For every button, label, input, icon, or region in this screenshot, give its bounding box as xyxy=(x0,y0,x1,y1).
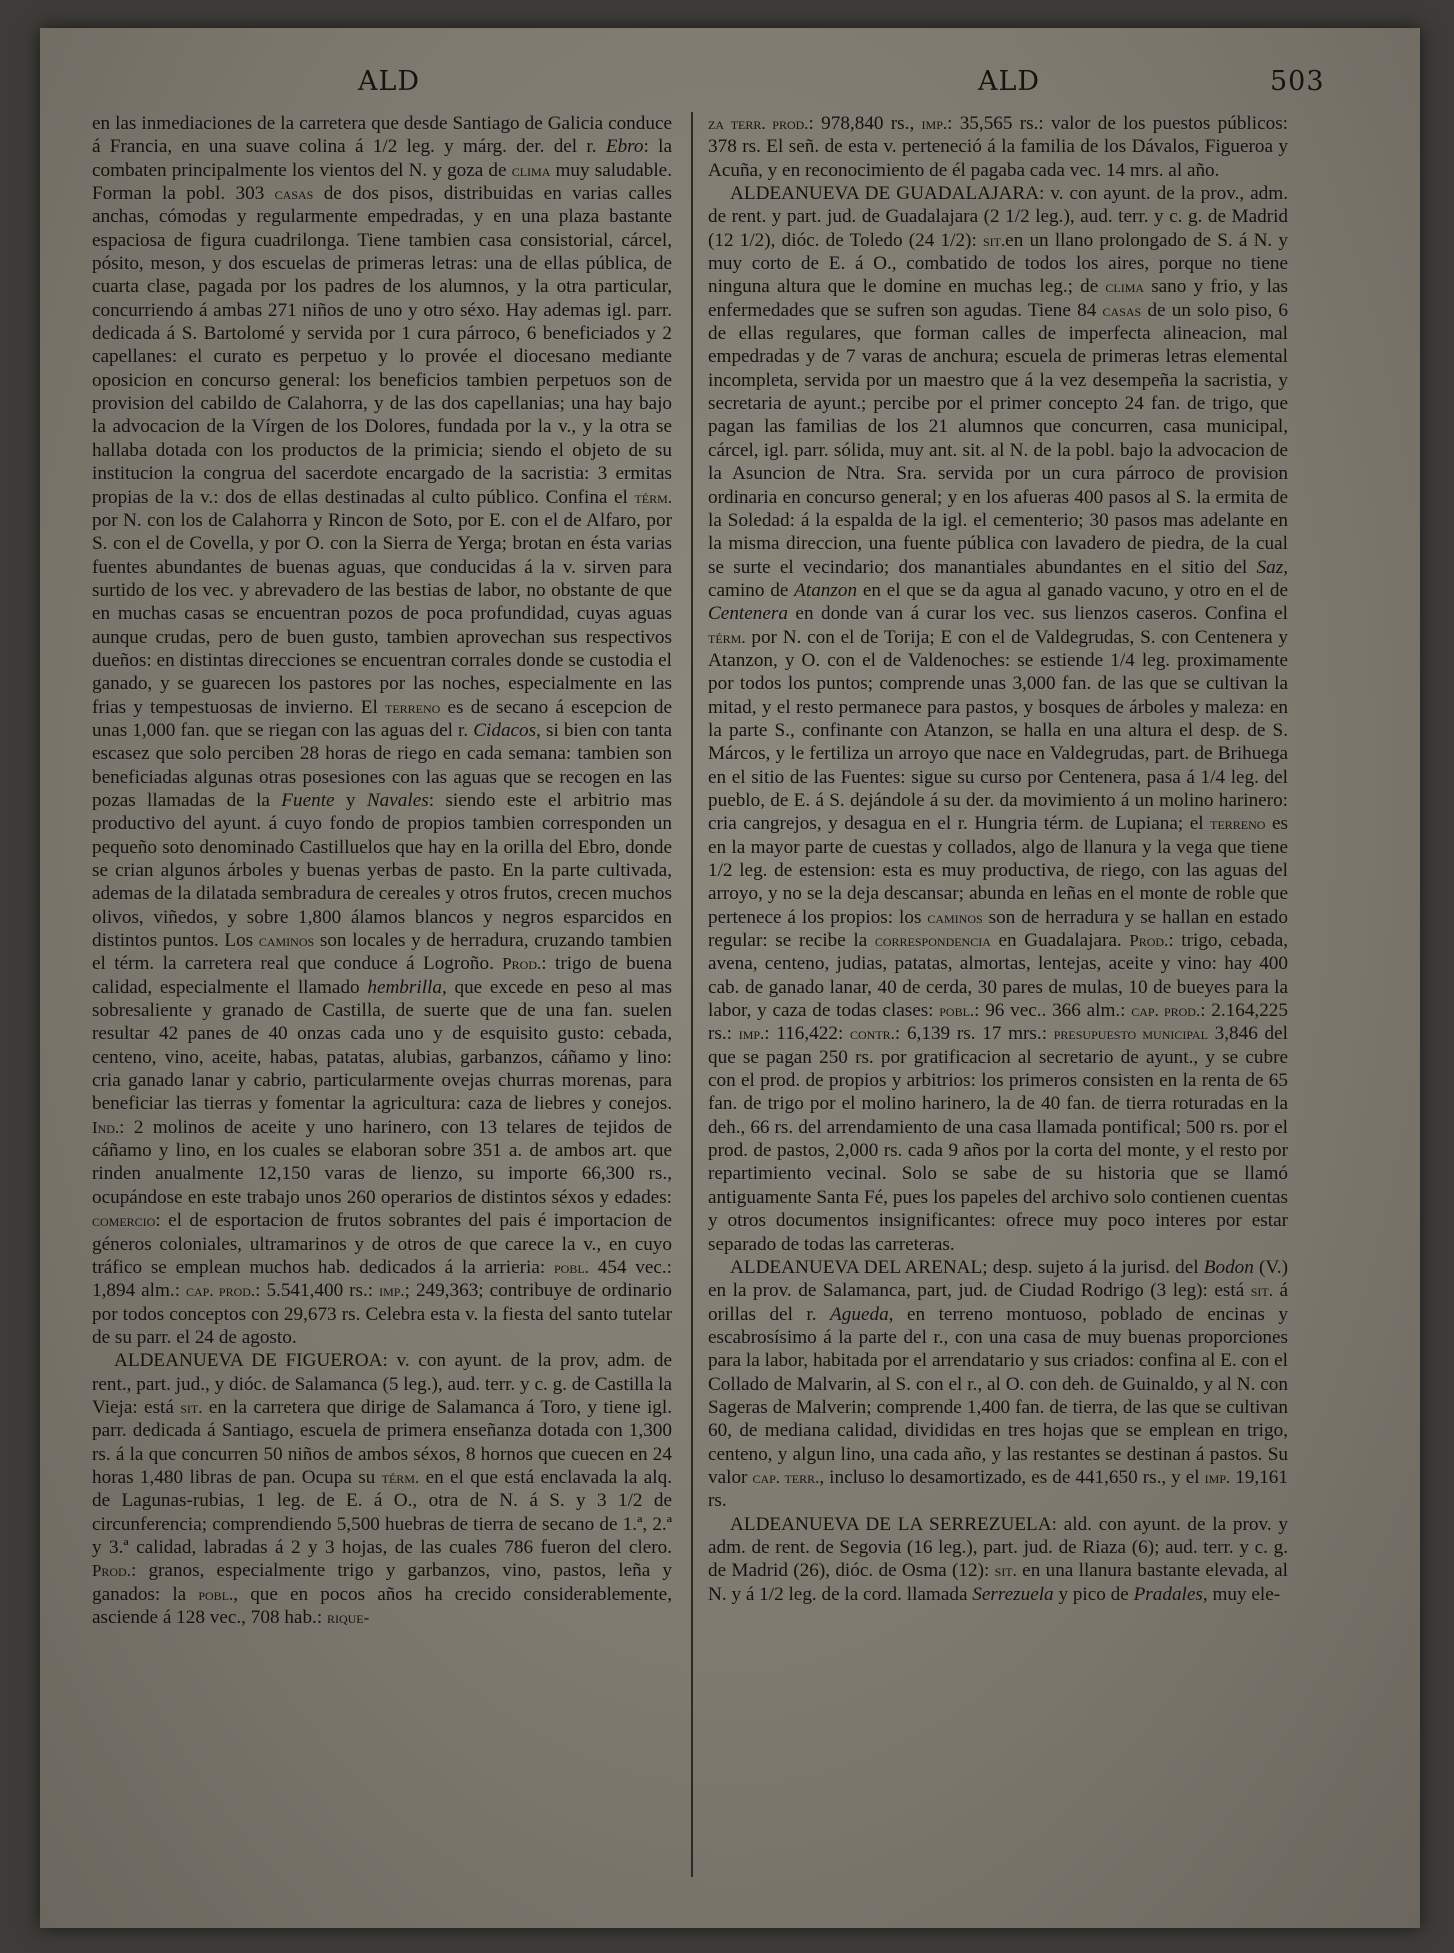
entry-aldeanueva-de-la-serrezuela: ALDEANUEVA DE LA SERREZUELA: ald. con ayunt. de la prov. y adm. de rent. de Segovia (16 leg.), part. jud. de Riaza (6); aud. terr. y c. g. de Madrid (26), dióc. de Osma (12): sit. en una llanura bastante elevada, al N. y á 1/2 leg. de la cord. llamada Serrezuela y pico de Pradales, muy ele- xyxy=(708,1513,1288,1605)
entry-aldeanueva-de-guadalajara: ALDEANUEVA DE GUADALAJARA: v. con ayunt. de la prov., adm. de rent. y part. jud. de Guadalajara (2 1/2 leg.), aud. terr. y c. g. de Madrid (12 1/2), dióc. de Toledo (24 1/2): sit.en un llano prolongado de S. á N. y muy corto de E. á O., combatido de todos los aires, porque no tiene ninguna altura que le domine en muchas leg.; de clima sano y frio, y las enfermedades que se sufren son agudas. Tiene 84 casas de un solo piso, 6 de ellas regulares, que forman calles de imperfecta alineacion, mal empedradas y de 7 varas de anchura; escuela de primeras letras elemental incompleta, servida por un maestro que á la vez desempeña la sacristia, y secretaria de ayunt.; percibe por el primer concepto 24 fan. de trigo, que pagan las familias de los 21 alumnos que concurren, casa municipal, cárcel, igl. parr. sólida, muy ant. sit. al N. de la pobl. bajo la advocacion de la Asuncion de Ntra. Sra. servida por un cura párroco de provision ordinaria en concurso general; y en los afueras 400 pasos al S. la ermita de la Soledad: á la espalda de la igl. el cementerio; 30 pasos mas adelante en la misma direccion, una fuente pública con lavadero de piedra, de la cual se surte el vecindario; dos manantiales abundantes en el sitio del Saz, camino de Atanzon en el que se da agua al ganado vacuno, y otro en el de Centenera en donde van á curar los vec. sus lienzos caseros. Confina el térm. por N. con el de Torija; E con el de Valdegrudas, S. con Centenera y Atanzon, y O. con el de Valdenoches: se estiende 1/4 leg. proximamente por todos los puntos; comprende unas 3,000 fan. de las que se cultivan la mitad, y el resto permanece para pastos, y bosques de árboles y maleza: en la parte S., confinante con Atanzon, se halla en una altura el desp. de S. Márcos, y le fertiliza un arroyo que nace en Valdegrudas, part. de Brihuega en el sitio de las Fuentes: sigue su curso por Centenera, pasa á 1/4 leg. del pueblo, de E. á S. dejándole á su der. da movimiento á un molino harinero: cria cangrejos, y desagua en el r. Hungria térm. de Lupiana; el terreno es en la mayor parte de cuestas y collados, algo de llanura y la vega que tiene 1/2 leg. de estension: esta es muy productiva, de riego, con las aguas del arroyo, y no se la deja descansar; abunda en leñas en el monte de roble que pertenece á los propios: los caminos son de herradura y se hallan en estado regular: se recibe la correspondencia en Guadalajara. Prod.: trigo, cebada, avena, centeno, judias, patatas, almortas, lentejas, aceite y vino: hay 400 cab. de ganado lanar, 40 de cerda, 30 pares de mulas, 10 de bueyes para la labor, y caza de todas clases: pobl.: 96 vec.. 366 alm.: cap. prod.: 2.164,225 rs.: imp.: 116,422: contr.: 6,139 rs. 17 mrs.: presupuesto municipal 3,846 del que se pagan 250 rs. por gratificacion al secretario de ayunt., y se cubre con el prod. de propios y arbitrios: los primeros consisten en la renta de 65 fan. de trigo por el molino harinero, la de 40 fan. de tierra roturadas en la deh., 66 rs. del arrendamiento de una casa llamada pontifical; 500 rs. por el prod. de pastos, 2,000 rs. cada 9 años por la corta del monte, y el resto por repartimiento vecinal. Solo se sabe de su historia que se llamó antiguamente Santa Fé, pues los papeles del archivo solo contienen cuentas y otros documentos insignificantes: ofrece muy poco interes por estar separado de todas las carreteras. xyxy=(708,183,1289,1255)
page-number: 503 xyxy=(1270,66,1325,97)
column-divider xyxy=(691,112,693,1877)
entry-continuation-text: en las inmediaciones de la carretera que desde Santiago de Galicia conduce á Francia, en una suave colina á 1/2 leg. y márg. der. del r. Ebro: la combaten principalmente los vientos del N. y goza de clima muy saludable. Forman la pobl. 303 casas de dos pisos, distribuidas en varias calles anchas, cómodas y regularmente empedradas, y en una plaza bastante espaciosa de figura cuadrilonga. Tiene tambien casa consistorial, cárcel, pósito, meson, y dos escuelas de primeras letras: una de ellas pública, de cuarta clase, pagada por los padres de los alumnos, y la otra particular, concurriendo á ambas 271 niños de uno y otro séxo. Hay ademas igl. parr. dedicada á S. Bartolomé y servida por 1 cura párroco, 6 beneficiados y 2 capellanes: el curato es perpetuo y lo provée el diocesano mediante oposicion en concurso general: los beneficios tambien perpetuos son de provision del cabildo de Calahorra, y de las dos capellanias; una hay bajo la advocacion de la Vírgen de los Dolores, fundada por la v., y la otra se hallaba dotada con los productos de la primicia; siendo el objeto de su institucion la congrua del sacerdote encargado de la sacristia: 3 ermitas propias de la v.: dos de ellas destinadas al culto público. Confina el térm. por N. con los de Calahorra y Rincon de Soto, por E. con el de Alfaro, por S. con el de Covella, y por O. con la Sierra de Yerga; brotan en ésta varias fuentes abundantes de buenas aguas, que conducidas á la v. sirven para surtido de los vec. y abrevadero de las bestias de labor, no obstante de que en muchas casas se encuentran pozos de poca profundidad, cuyas aguas aunque crudas, pero de buen gusto, tambien aprovechan sus respectivos dueños: en distintas direcciones se encuentran corrales donde se custodia el ganado, y se guarecen los pastores por las noches, especialmente en las frias y tempestuosas de invierno. El terreno es de secano á escepcion de unas 1,000 fan. que se riegan con las aguas del r. Cidacos, si bien con tanta escasez que solo perciben 28 horas de riego en cada semana: tambien son beneficiadas algunas otras posesiones con las aguas que se recogen en las pozas llamadas de la Fuente y Navales: siendo este el arbitrio mas productivo del ayunt. á cuyo fondo de propios tambien corresponden un pequeño soto denominado Castilluelos que hay en la orilla del Ebro, donde se crian algunos árboles y buenas yerbas de pasto. En la parte cultivada, ademas de la dilatada sembradura de cereales y otros frutos, crecen muchos olivos, viñedos, y sobre 1,800 álamos blancos y negros esparcidos en distintos puntos. Los caminos son locales y de herradura, cruzando tambien el térm. la carretera real que conduce á Logroño. Prod.: trigo de buena calidad, especialmente el llamado hembrilla, que excede en peso al mas sobresaliente y granado de Castilla, de suerte que de una fan. suelen resultar 42 panes de 40 onzas cada uno y de esquisito gusto: cebada, centeno, vino, aceite, habas, patatas, alubias, garbanzos, cáñamo y lino: cria ganado lanar y cabrio, particularmente ovejas churras morenas, para beneficiar las tierras y fomentar la agricultura: caza de liebres y conejos. Ind.: 2 molinos de aceite y uno harinero, con 13 telares de tejidos de cáñamo y lino, en los cuales se elaboran sobre 351 a. de ambos art. que rinden anualmente 12,150 varas de lienzo, su importe 66,300 rs., ocupándose en este trabajo unos 260 operarios de distintos séxos y edades: comercio: el de esportacion de frutos sobrantes del pais é importacion de géneros coloniales, ultramarinos y de otros de que carece la v., en cuyo tráfico se emplean muchos hab. dedicados á la arrieria: pobl. 454 vec.: 1,894 alm.: cap. prod.: 5.541,400 rs.: imp.; 249,363; contribuye de ordinario por todos conceptos con 29,673 rs. Celebra esta v. la fiesta del santo tutelar de su parr. el 24 de agosto. xyxy=(92,113,673,1348)
left-column xyxy=(92,112,672,1629)
entry-aldeanueva-de-figueroa: ALDEANUEVA DE FIGUEROA: v. con ayunt. de la prov, adm. de rent., part. jud., y dióc. de Salamanca (5 leg.), aud. terr. y c. g. de Castilla la Vieja: está sit. en la carretera que dirige de Salamanca á Toro, y tiene igl. parr. dedicada á Santiago, escuela de primera enseñanza dotada con 1,300 rs. á la que concurren 50 niños de ambos séxos, 8 hornos que cuecen en 24 horas 1,480 libras de pan. Ocupa su térm. en el que está enclavada la alq. de Lagunas-rubias, 1 leg. de E. á O., otra de N. á S. y 3 1/2 de circunferencia; comprendiendo 5,500 huebras de tierra de secano de 1.ª, 2.ª y 3.ª calidad, labradas á 2 y 3 hojas, de las cuales 786 fueron del clero. Prod.: granos, especialmente trigo y garbanzos, vino, pastos, leña y ganados: la pobl., que en pocos años ha crecido considerablemente, asciende á 128 vec., 708 hab.: rique- xyxy=(92,1350,672,1628)
running-head-right: ALD xyxy=(978,66,1041,97)
book-page xyxy=(40,28,1420,1928)
entry-continuation-figueroa: za terr. prod.: 978,840 rs., imp.: 35,565 rs.: valor de los puestos públicos: 378 rs. El señ. de esta v. perteneció á la familia de los Dávalos, Figueroa y Acuña, y en reconocimiento de él pagaba cada vec. 14 mrs. al año. xyxy=(708,113,1289,181)
running-head-left: ALD xyxy=(358,66,421,97)
right-column xyxy=(708,112,1288,1606)
entry-aldeanueva-del-arenal: ALDEANUEVA DEL ARENAL; desp. sujeto á la jurisd. del Bodon (V.) en la prov. de Salamanca, part, jud. de Ciudad Rodrigo (3 leg): está sit. á orillas del r. Agueda, en terreno montuoso, poblado de encinas y escabrosísimo á la parte del r., con una casa de muy buenas proporciones para la labor, habitada por el arrendatario y sus criados: confina al E. con el Collado de Malvarin, al S. con el r., al O. con deh. de Guinaldo, y al N. con Sageras de Malverin; comprende 1,400 fan. de tierra, de las que se cultivan 60, de mediana calidad, divididas en tres hojas que se emplean en trigo, centeno, y algun lino, una cada año, y las restantes se destinan á pastos. Su valor cap. terr., incluso lo desamortizado, es de 441,650 rs., y el imp. 19,161 rs. xyxy=(708,1256,1288,1512)
